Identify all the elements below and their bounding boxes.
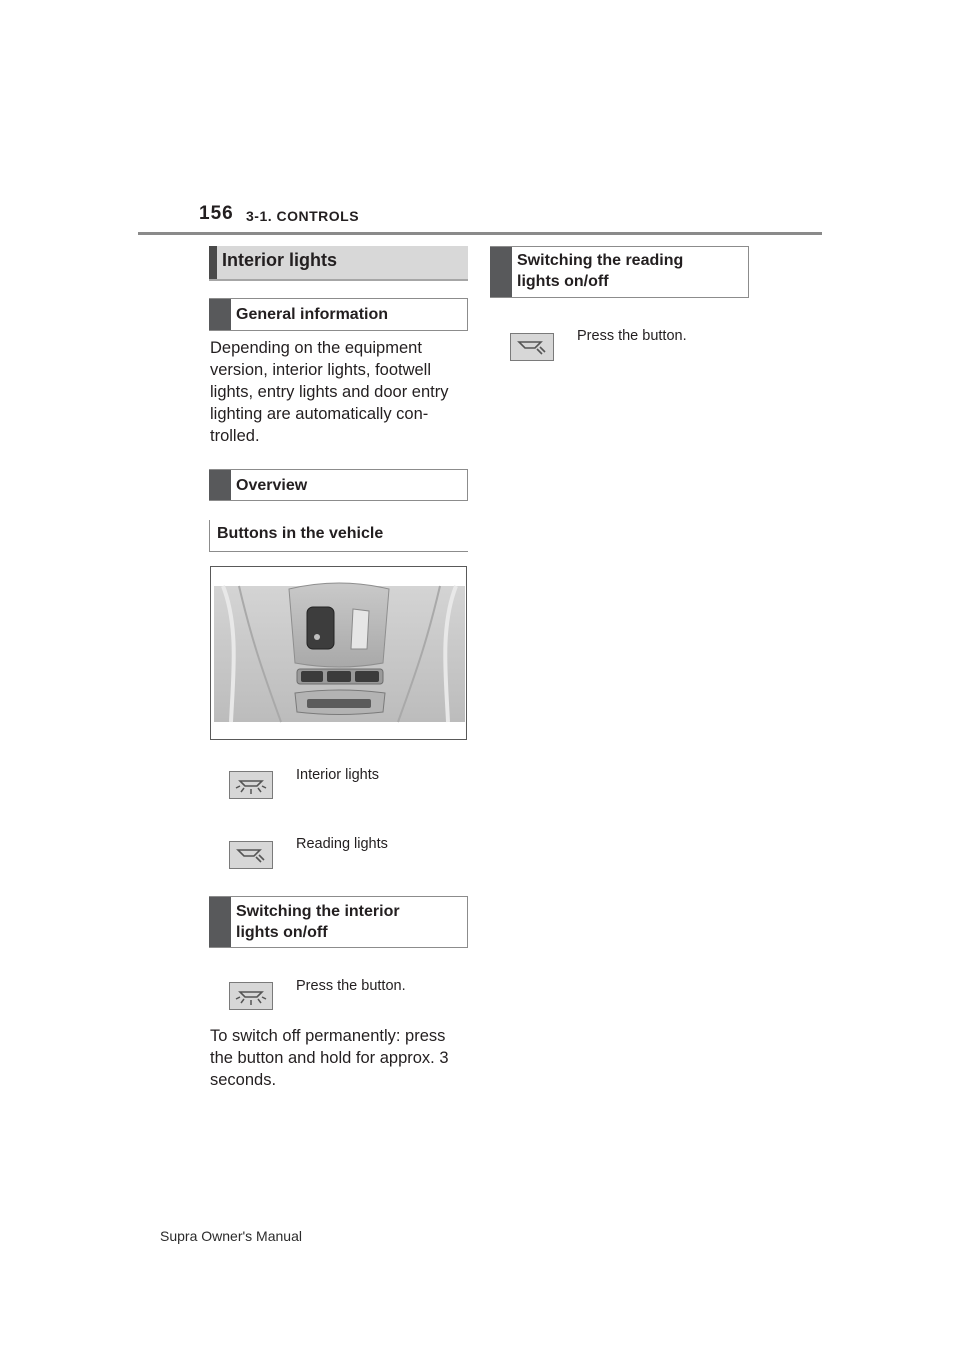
legend-label-interior: Interior lights xyxy=(296,767,380,783)
text-line: version, interior lights, footwell xyxy=(210,361,432,379)
heading-interior-lights xyxy=(209,246,468,281)
general-paragraph xyxy=(210,337,470,447)
header-rule xyxy=(138,232,822,235)
heading-line: Switching the interior xyxy=(236,903,400,920)
heading-text xyxy=(517,250,683,292)
text-line: trolled. xyxy=(210,427,260,445)
roof-console-illustration xyxy=(211,567,467,740)
instruction-interior: Press the button. xyxy=(296,978,406,994)
heading-text xyxy=(236,901,400,943)
heading-switching-reading xyxy=(490,246,749,298)
reading-light-icon xyxy=(510,333,554,361)
heading-bar xyxy=(490,247,512,297)
section-title: 3-1. CONTROLS xyxy=(246,208,360,224)
heading-bar xyxy=(209,299,231,330)
text-line: the button and hold for approx. 3 xyxy=(210,1049,449,1067)
text-line: lighting are automatically con- xyxy=(210,405,429,423)
text-line: lights, entry lights and door entry xyxy=(210,383,449,401)
heading-text: General information xyxy=(236,306,389,323)
roof-console-photo xyxy=(210,566,467,740)
instruction-reading: Press the button. xyxy=(577,328,687,344)
heading-bar xyxy=(209,246,217,279)
heading-bar xyxy=(209,470,231,500)
interior-light-icon xyxy=(229,982,273,1010)
reading-light-icon xyxy=(229,841,273,869)
heading-text: Interior lights xyxy=(222,250,338,270)
text-line: seconds. xyxy=(210,1071,277,1089)
heading-line: Switching the reading xyxy=(517,252,684,269)
heading-switching-interior xyxy=(209,896,468,948)
heading-buttons-in-vehicle xyxy=(209,520,468,552)
heading-general-information xyxy=(209,298,468,331)
text-line: To switch off permanently: press xyxy=(210,1027,446,1045)
heading-line: lights on/off xyxy=(236,924,328,941)
heading-text: Overview xyxy=(236,477,308,494)
interior-note xyxy=(210,1025,472,1091)
text-line: Depending on the equipment xyxy=(210,339,422,357)
heading-overview xyxy=(209,469,468,501)
page-number: 156 xyxy=(199,203,234,224)
footer-manual-title: Supra Owner's Manual xyxy=(160,1228,302,1244)
heading-bar xyxy=(209,897,231,947)
heading-text: Buttons in the vehicle xyxy=(217,525,384,542)
legend-label-reading: Reading lights xyxy=(296,836,388,852)
interior-light-icon xyxy=(229,771,273,799)
heading-line: lights on/off xyxy=(517,273,609,290)
